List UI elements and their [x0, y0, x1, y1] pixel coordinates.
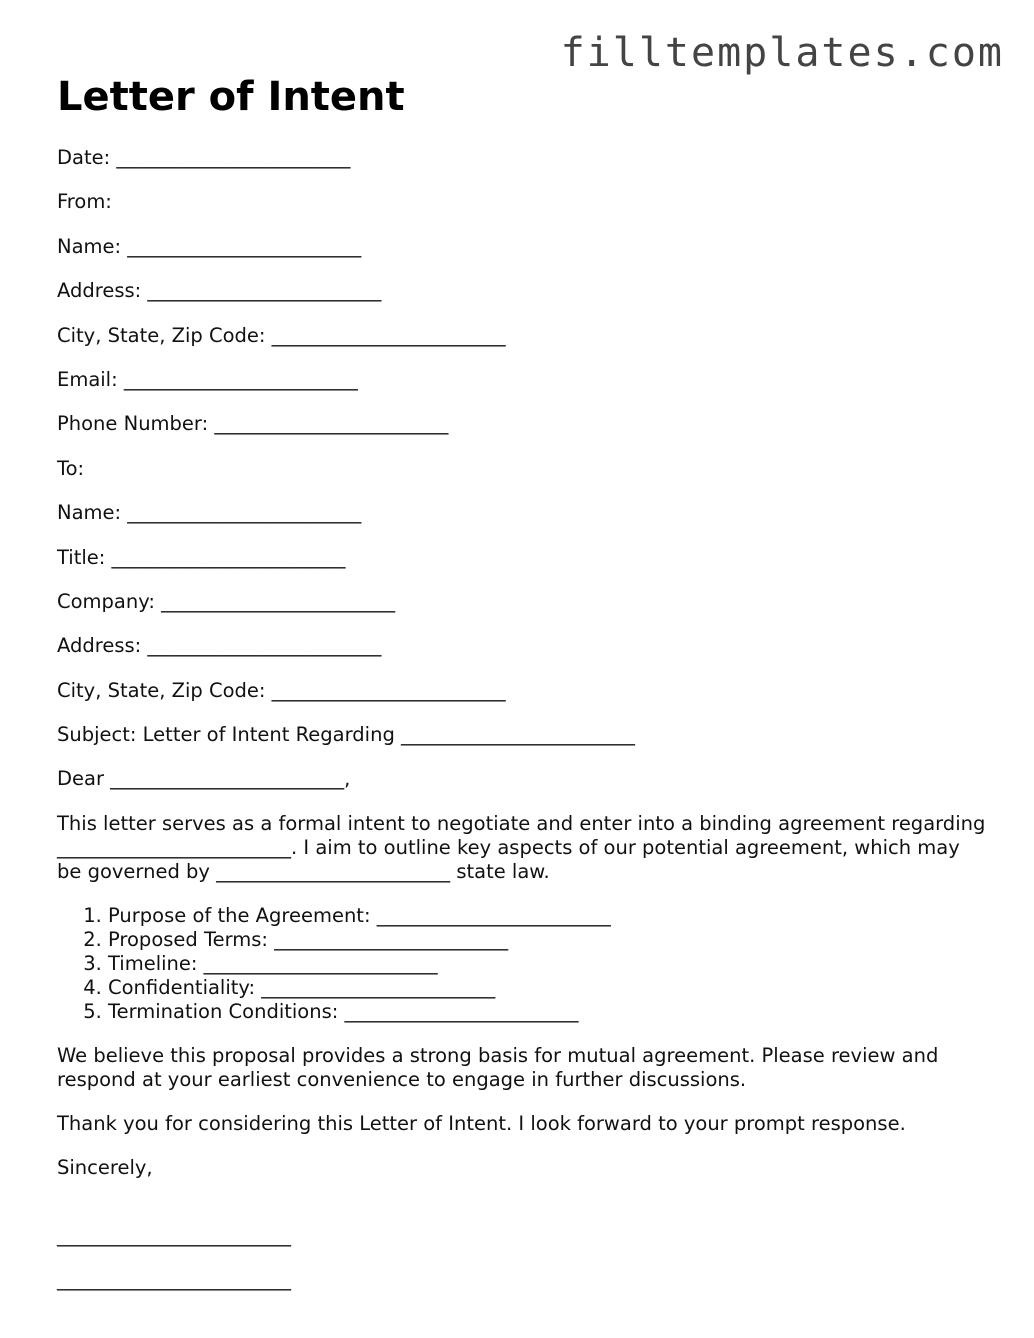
to-city-state-zip-field[interactable]: City, State, Zip Code: ________________________	[57, 678, 506, 702]
proposal-paragraph: We believe this proposal provides a strong basis for mutual agreement. Please review and respond at your earliest convenience to engage in further discussions.	[57, 1043, 939, 1091]
printed-name-line[interactable]: ________________________	[57, 1267, 291, 1291]
list-item[interactable]: 1. Purpose of the Agreement: ________________________	[108, 904, 987, 928]
list-item[interactable]: 4. Confidentiality: ________________________	[108, 976, 987, 1000]
from-name-field[interactable]: Name: ________________________	[57, 234, 362, 258]
subject-field[interactable]: Subject: Letter of Intent Regarding ________________________	[57, 723, 636, 747]
to-title-field[interactable]: Title: ________________________	[57, 545, 346, 569]
letter-fields	[57, 146, 987, 791]
from-email-field[interactable]: Email: ________________________	[57, 367, 358, 391]
from-address-field[interactable]: Address: ________________________	[57, 279, 382, 303]
intro-paragraph: This letter serves as a formal intent to negotiate and enter into a binding agreement regarding ________________________. I aim to outline key aspects of our potential agreement, which may be governed by ________________________ state law.	[57, 811, 986, 883]
salutation-field[interactable]: Dear ________________________,	[57, 767, 351, 791]
closing: Sincerely,	[57, 1155, 153, 1179]
list-item[interactable]: 2. Proposed Terms: ________________________	[108, 928, 987, 952]
spacer	[57, 1200, 987, 1224]
from-phone-field[interactable]: Phone Number: ________________________	[57, 412, 449, 436]
signature-line[interactable]: ________________________	[57, 1223, 291, 1247]
list-item[interactable]: 3. Timeline: ________________________	[108, 952, 987, 976]
page-title: Letter of Intent	[57, 74, 405, 120]
list-item[interactable]: 5. Termination Conditions: ________________________	[108, 1000, 987, 1024]
to-label: To:	[57, 456, 85, 480]
terms-list	[57, 904, 987, 1024]
thanks-paragraph: Thank you for considering this Letter of Intent. I look forward to your prompt response.	[57, 1111, 906, 1135]
date-field[interactable]: Date: ________________________	[57, 146, 351, 169]
from-city-state-zip-field[interactable]: City, State, Zip Code: ________________________	[57, 323, 506, 347]
watermark: filltemplates.com	[560, 30, 1004, 76]
to-company-field[interactable]: Company: ________________________	[57, 589, 396, 613]
letter-document	[57, 70, 987, 1312]
to-address-field[interactable]: Address: ________________________	[57, 634, 382, 658]
to-name-field[interactable]: Name: ________________________	[57, 501, 362, 525]
from-label: From:	[57, 190, 112, 214]
